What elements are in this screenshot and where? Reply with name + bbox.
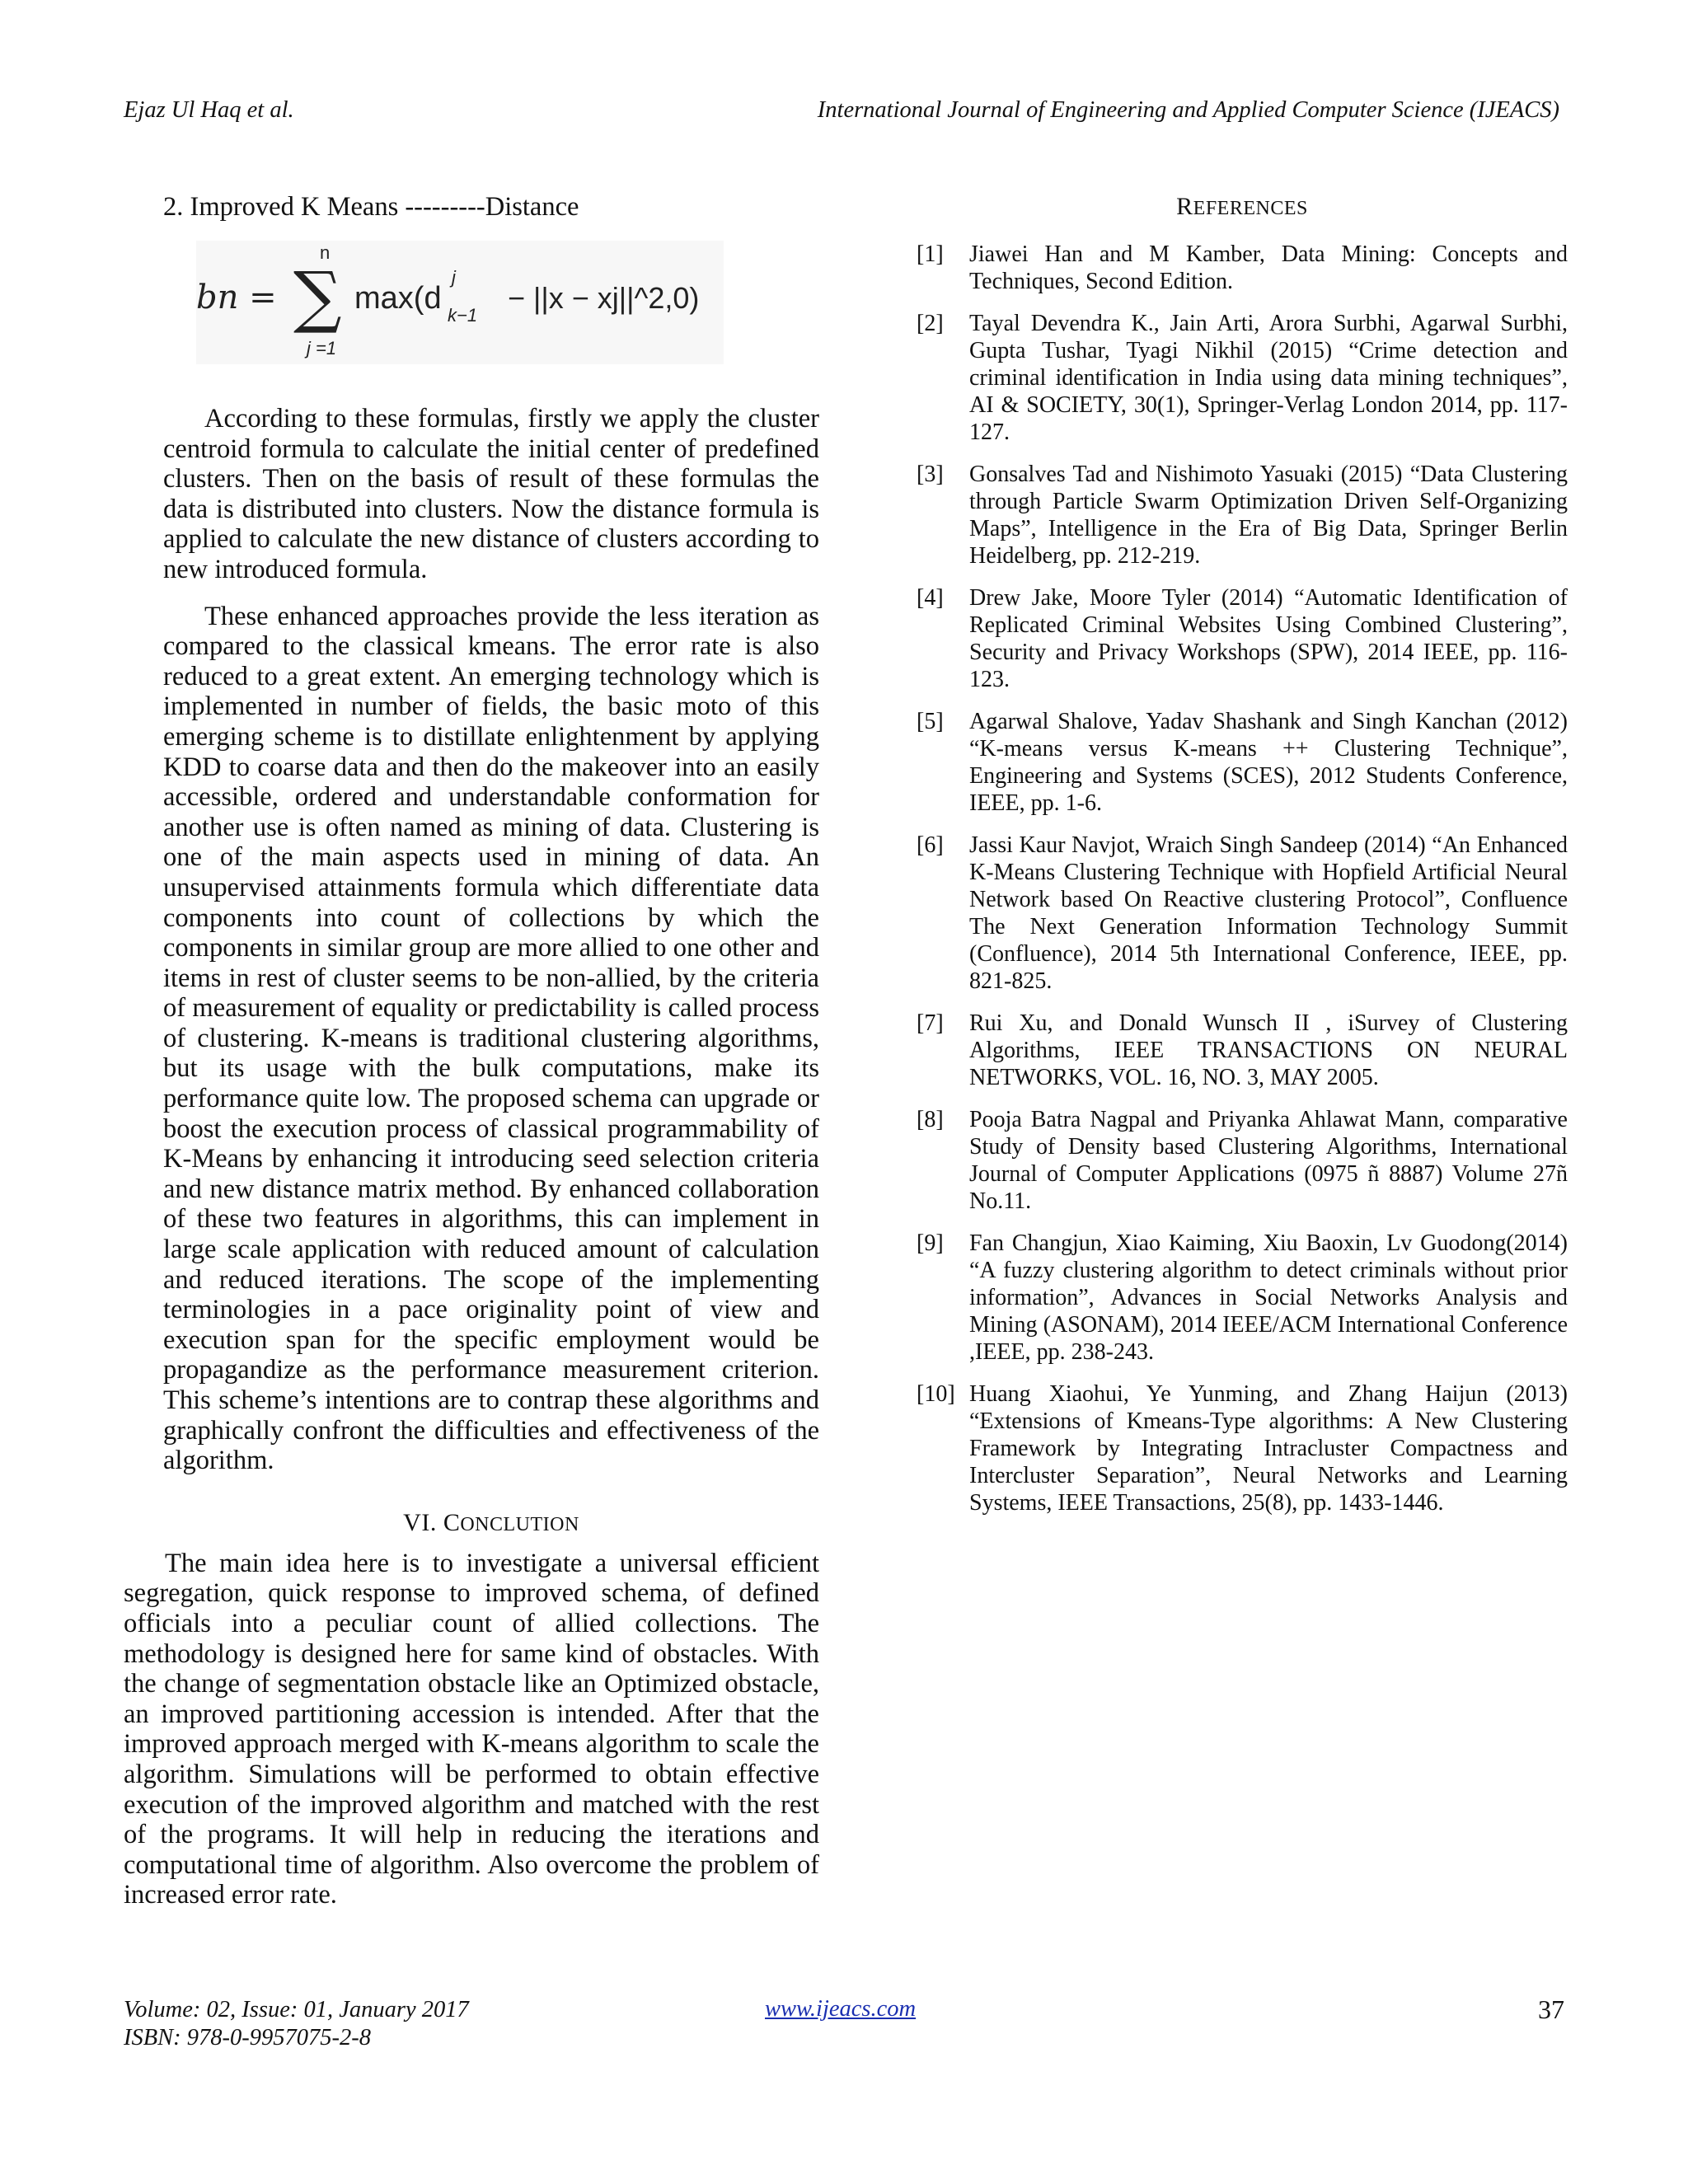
page-number: 37 — [1538, 1994, 1564, 2024]
reference-text: Jiawei Han and M Kamber, Data Mining: Concepts and Techniques, Second Edition. — [969, 241, 1568, 294]
reference-number: [4] — [917, 585, 944, 611]
subsection-title: 2. Improved K Means ---------Distance — [163, 192, 579, 222]
running-header-authors: Ejaz Ul Haq et al. — [124, 97, 294, 123]
formula-lhs: bn = — [196, 279, 277, 316]
reference-item — [917, 1010, 1568, 1091]
references-heading — [917, 190, 1568, 226]
reference-item — [917, 461, 1568, 569]
reference-text: Rui Xu, and Donald Wunsch II , iSurvey of Clustering Algorithms, IEEE TRANSACTIONS ON NEURAL NETWORKS, VOL. 16, NO. 3, MAY 2005. — [969, 1010, 1568, 1090]
left-column — [124, 190, 819, 1910]
reference-item — [917, 832, 1568, 995]
formula-sum-top: n — [320, 242, 331, 263]
formula-sum-sign: ∑ — [293, 258, 342, 336]
footer-volume: Volume: 02, Issue: 01, January 2017 — [124, 1997, 469, 2022]
paragraph-formula-explanation: According to these formulas, firstly we apply the cluster centroid formula to calculate the initial center of predefined clusters. Then on the basis of result of these formulas the data is distributed into clusters. Now the distance formula is applied to calculate the new distance of clusters according to new introduced formula. — [163, 404, 819, 584]
reference-item — [917, 241, 1568, 295]
reference-text: Pooja Batra Nagpal and Priyanka Ahlawat Mann, comparative Study of Density based Clustering Algorithms, International Journal of Computer Applications (0975 ñ 8887) Volume 27ñ No.11. — [969, 1107, 1568, 1214]
formula-rest: − ||x − xj||^2,0) — [508, 281, 700, 315]
conclusion-number: VI. — [403, 1508, 443, 1536]
conclusion-cap: C — [443, 1508, 461, 1536]
reference-number: [10] — [917, 1381, 955, 1407]
reference-number: [1] — [917, 241, 944, 267]
reference-number: [7] — [917, 1010, 944, 1036]
references-cap: R — [1176, 193, 1193, 220]
references-column — [917, 190, 1568, 1531]
reference-number: [2] — [917, 311, 944, 336]
reference-number: [8] — [917, 1107, 944, 1132]
references-list — [917, 241, 1568, 1516]
formula-sum-bottom: j =1 — [307, 338, 337, 359]
conclusion-heading — [163, 1509, 819, 1537]
references-rest: EFERENCES — [1193, 198, 1308, 219]
paragraph-conclusion: The main idea here is to investigate a universal efficient segregation, quick response to improved schema, of defined officials into a peculiar count of allied collections. The methodology is designed here for same kind of obstacles. With the change of segmentation obstacle like an Optimized obstacle, an improved partitioning accession is intended. After that the improved approach merged with K-means algorithm to scale the algorithm. Simulations will be performed to obtain effective execution of the improved algorithm and matched with the rest of the programs. It will help in reducing the iterations and computational time of algorithm. Also overcome the problem of increased error rate. — [124, 1548, 819, 1910]
formula-sub: k−1 — [448, 305, 478, 326]
reference-text: Drew Jake, Moore Tyler (2014) “Automatic Identification of Replicated Criminal Websites Using Combined Clustering”, Security and Privacy Workshops (SPW), 2014 IEEE, pp. 116-123. — [969, 585, 1568, 692]
reference-item — [917, 584, 1568, 693]
running-header-journal: International Journal of Engineering and Applied Computer Science (IJEACS) — [817, 97, 1559, 123]
reference-item — [917, 1106, 1568, 1215]
reference-number: [5] — [917, 709, 944, 734]
formula-body: max(d — [354, 281, 442, 316]
reference-text: Gonsalves Tad and Nishimoto Yasuaki (2015) “Data Clustering through Particle Swarm Optimization Driven Self-Organizing Maps”, Intelligence in the Era of Big Data, Springer Berlin Heidelberg, pp. 212-219. — [969, 462, 1568, 569]
reference-text: Jassi Kaur Navjot, Wraich Singh Sandeep (2014) “An Enhanced K-Means Clustering Technique with Hopfield Artificial Neural Network based On Reactive clustering Protocol”, Confluence The Next Generation Information Technology Summit (Confluence), 2014 5th International Conference, IEEE, pp. 821-825. — [969, 832, 1568, 994]
reference-text: Huang Xiaohui, Ye Yunming, and Zhang Haijun (2013) “Extensions of Kmeans-Type algorithms: A New Clustering Framework by Integrating Intracluster Compactness and Intercluster Separation”, Neural Networks and Learning Systems, IEEE Transactions, 25(8), pp. 1433-1446. — [969, 1381, 1568, 1516]
reference-text: Agarwal Shalove, Yadav Shashank and Singh Kanchan (2012) “K-means versus K-means ++ Clustering Technique”, Engineering and Systems (SCES), 2012 Students Conference, IEEE, pp. 1-6. — [969, 709, 1568, 816]
reference-text: Fan Changjun, Xiao Kaiming, Xiu Baoxin, Lv Guodong(2014) “A fuzzy clustering algorithm to detect criminals without prior information”, Advances in Social Networks Analysis and Mining (ASONAM), 2014 IEEE/ACM International Conference ,IEEE, pp. 238-243. — [969, 1230, 1568, 1365]
conclusion-rest: ONCLUTION — [460, 1513, 579, 1535]
reference-text: Tayal Devendra K., Jain Arti, Arora Surbhi, Agarwal Surbhi, Gupta Tushar, Tyagi Nikhil (2015) “Crime detection and criminal identification in India using data mining techniques”, AI & SOCIETY, 30(1), Springer-Verlag London 2014, pp. 117-127. — [969, 311, 1568, 445]
reference-item — [917, 310, 1568, 446]
reference-item — [917, 1380, 1568, 1516]
formula-sup: j — [452, 267, 456, 288]
reference-item — [917, 708, 1568, 817]
reference-number: [6] — [917, 832, 944, 858]
footer-isbn: ISBN: 978-0-9957075-2-8 — [124, 2025, 371, 2050]
footer-left — [124, 1996, 469, 2052]
reference-number: [3] — [917, 462, 944, 487]
distance-formula — [196, 241, 724, 364]
reference-number: [9] — [917, 1230, 944, 1256]
reference-item — [917, 1230, 1568, 1366]
footer-url-link[interactable]: www.ijeacs.com — [765, 1996, 917, 2022]
paragraph-enhanced-approaches: These enhanced approaches provide the less iteration as compared to the classical kmeans. The error rate is also reduced to a great extent. An emerging technology which is implemented in number of fields, the basic moto of this emerging scheme is to distillate enlightenment by applying KDD to coarse data and then do the makeover into an easily accessible, ordered and understandable conformation for another use is often named as mining of data. Clustering is one of the main aspects used in mining of data. An unsupervised attainments formula which differentiate data components into count of collections by which the components in similar group are more allied to one other and items in rest of cluster seems to be non-allied, by the criteria of measurement of equality or predictability is called process of clustering. K-means is traditional clustering algorithms, but its usage with the bulk computations, make its performance quite low. The proposed schema can upgrade or boost the execution process of classical programmability of K-Means by enhancing it introducing seed selection criteria and new distance matrix method. By enhanced collaboration of these two features in algorithms, this can implement in large scale application with reduced amount of calculation and reduced iterations. The scope of the implementing terminologies in a pace originality point of view and execution span for the specific employment would be propagandize as the performance measurement criterion. This scheme’s intentions are to contrap these algorithms and graphically confront the difficulties and effectiveness of the algorithm. — [163, 601, 819, 1476]
